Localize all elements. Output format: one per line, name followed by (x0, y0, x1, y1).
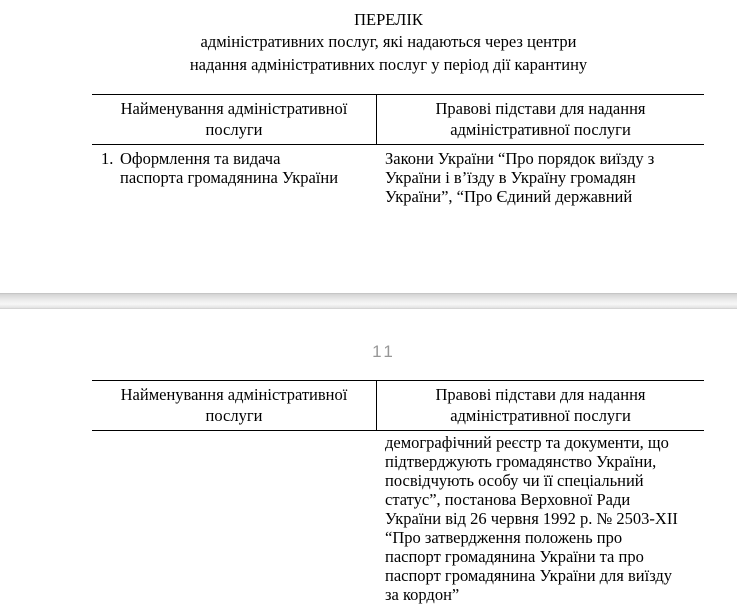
legal-basis-line-9: за кордон” (385, 585, 460, 604)
service-name-line-2: паспорта громадянина України (120, 168, 339, 188)
legal-basis-line-4: статус”, постанова Верховної Ради (385, 490, 631, 509)
admin-services-table-page1 (92, 94, 704, 206)
admin-services-table-page2 (92, 380, 704, 604)
header-col2-line-1: Правові підстави для надання (435, 385, 646, 404)
legal-basis-line-3: України”, “Про Єдиний державний (385, 187, 633, 207)
legal-basis-cell (377, 433, 704, 604)
row-number: 1. (101, 149, 114, 169)
document-title (0, 0, 737, 76)
legal-basis-line-3: посвідчують особу чи її спеціальний (385, 471, 644, 490)
legal-basis-line-1: демографічний реєстр та документи, що (385, 433, 669, 452)
header-col2-line-2: адміністративної послуги (450, 405, 631, 425)
header-col1-line-2: послуги (205, 405, 263, 425)
table-row (92, 145, 704, 206)
page-number: 11 (372, 342, 396, 361)
legal-basis-cell (377, 149, 704, 206)
table-header-basis-column (377, 381, 704, 430)
header-col1-line-1: Найменування адміністративної (120, 99, 348, 119)
table-row-continuation (92, 431, 704, 604)
header-col1-line-1: Найменування адміністративної (120, 385, 348, 404)
header-col2-line-2: адміністративної послуги (450, 119, 631, 139)
document-page-2 (0, 342, 737, 604)
table-header-row (92, 95, 704, 145)
title-line-2: адміністративних послуг, які надаються через центри (200, 32, 577, 52)
page-break-separator (0, 293, 737, 309)
legal-basis-line-6: “Про затвердження положень про (385, 528, 623, 547)
table-header-basis-column (377, 95, 704, 144)
service-name-cell-empty (92, 433, 377, 604)
service-name-cell (92, 149, 377, 206)
document-page-1 (0, 0, 737, 293)
header-col2-line-1: Правові підстави для надання (435, 99, 646, 119)
legal-basis-line-7: паспорт громадянина України та про (385, 547, 644, 566)
legal-basis-line-8: паспорт громадянина України для виїзду (385, 566, 673, 585)
header-col1-line-2: послуги (205, 119, 263, 139)
legal-basis-line-2: України і в’їзду в Україну громадян (385, 168, 636, 188)
title-line-3: надання адміністративних послуг у період дії карантину (189, 54, 588, 74)
table-header-row (92, 381, 704, 431)
legal-basis-line-5: України від 26 червня 1992 р. № 2503-XII (385, 509, 678, 528)
legal-basis-line-2: підтверджують громадянство України, (385, 452, 657, 471)
service-name-text (120, 149, 338, 206)
title-line-1: ПЕРЕЛІК (354, 10, 423, 29)
service-name-line-1: Оформлення та видача (120, 149, 281, 169)
legal-basis-line-1: Закони України “Про порядок виїзду з (385, 149, 655, 169)
table-header-name-column (92, 95, 377, 144)
table-header-name-column (92, 381, 377, 430)
